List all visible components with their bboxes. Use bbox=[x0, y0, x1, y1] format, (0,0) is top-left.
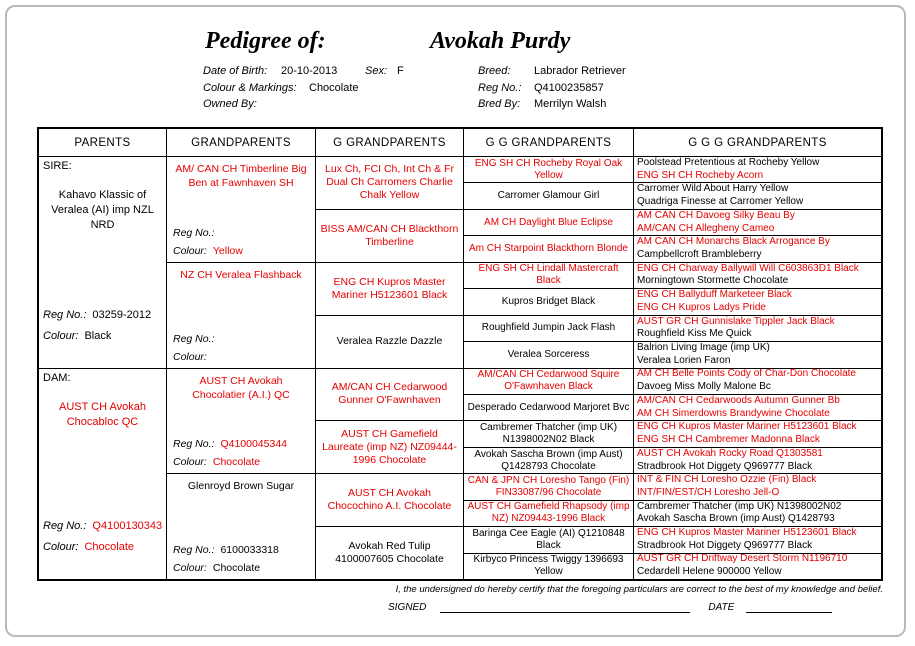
g-grandparent-cell: ENG CH Kupros Master Mariner H5123601 Black bbox=[316, 263, 463, 316]
owned-by-label: Owned By: bbox=[203, 98, 257, 110]
ggg-grandparent-cell bbox=[634, 316, 881, 342]
gg-grandparent-cell: Baringa Cee Eagle (AI) Q1210848 Black bbox=[464, 527, 633, 553]
colour-label: Colour: bbox=[43, 329, 79, 342]
reg-label: Reg No.: bbox=[173, 226, 215, 239]
grandparent-cell bbox=[167, 157, 315, 263]
ggg-grandparent-cell bbox=[634, 342, 881, 368]
ggg-grandparent-cell bbox=[634, 210, 881, 236]
sire-role-label: SIRE: bbox=[43, 160, 72, 172]
dam-meta bbox=[39, 511, 166, 553]
ancestor-name: Quadriga Finesse at Carromer Yellow bbox=[637, 196, 804, 208]
sex-label: Sex: bbox=[365, 65, 388, 77]
g-grandparent-cell: BISS AM/CAN CH Blackthorn Timberline bbox=[316, 210, 463, 263]
grandparent-reg-value: 6100033318 bbox=[220, 544, 279, 556]
ancestor-name: AM/CAN CH Allegheny Cameo bbox=[637, 222, 775, 234]
certification-statement: I, the undersigned do hereby certify that the foregoing particulars are correct to the best of my knowledge and belief. bbox=[395, 584, 883, 595]
dam-cell bbox=[39, 369, 166, 580]
colour-markings-value: Chocolate bbox=[309, 82, 359, 94]
grandparent-cell bbox=[167, 474, 315, 579]
g-grandparent-cell: Lux Ch, FCI Ch, Int Ch & Fr Dual Ch Carromers Charlie Chalk Yellow bbox=[316, 157, 463, 210]
ggg-grandparents-column bbox=[634, 157, 881, 579]
gg-grandparent-cell: Am CH Starpoint Blackthorn Blonde bbox=[464, 236, 633, 262]
ggg-grandparent-cell bbox=[634, 369, 881, 395]
signature-row bbox=[388, 600, 832, 613]
grandparent-name: AM/ CAN CH Timberline Big Ben at Fawnhaven SH bbox=[175, 163, 307, 189]
grandparent-colour-value: Yellow bbox=[212, 244, 243, 257]
ggg-grandparent-cell bbox=[634, 554, 881, 579]
ancestor-name: INT & FIN CH Loresho Ozzie (Fin) Black bbox=[637, 474, 817, 486]
dam-role-label: DAM: bbox=[43, 371, 71, 384]
ancestor-name: Stradbrook Hot Diggety Q969777 Black bbox=[637, 460, 813, 472]
gg-grandparent-cell: AM CH Daylight Blue Eclipse bbox=[464, 210, 633, 236]
header-parents: PARENTS bbox=[39, 129, 167, 156]
grandparent-name: Glenroyd Brown Sugar bbox=[187, 480, 295, 493]
reg-no-label: Reg No.: bbox=[478, 82, 522, 94]
dob-value: 20-10-2013 bbox=[281, 65, 338, 77]
reg-label: Reg No.: bbox=[43, 520, 87, 532]
gg-grandparent-cell: Veralea Sorceress bbox=[464, 342, 633, 368]
reg-label: Reg No.: bbox=[173, 544, 215, 556]
grandparent-name: AUST CH Avokah Chocolatier (A.I.) QC bbox=[192, 374, 290, 401]
date-label: DATE bbox=[708, 602, 735, 613]
ancestor-name: AM CAN CH Davoeg Silky Beau By bbox=[637, 209, 795, 221]
grandparent-name: NZ CH Veralea Flashback bbox=[180, 268, 302, 281]
ancestor-name: ENG CH Kupros Master Mariner H5123601 Black bbox=[637, 421, 857, 433]
date-line bbox=[746, 600, 832, 613]
header-ggg-grandparents: G G G GRANDPARENTS bbox=[688, 136, 827, 149]
signed-label: SIGNED bbox=[388, 602, 427, 613]
ancestor-name: Stradbrook Hot Diggety Q969777 Black bbox=[637, 539, 813, 551]
grandparent-reg-value: Q4100045344 bbox=[220, 438, 288, 451]
g-grandparent-cell: AM/CAN CH Cedarwood Gunner O'Fawnhaven bbox=[316, 369, 463, 422]
gg-grandparent-cell: ENG SH CH Rocheby Royal Oak Yellow bbox=[464, 157, 633, 183]
dam-reg-value: Q4100130343 bbox=[92, 520, 163, 532]
grandparent-cell bbox=[167, 369, 315, 475]
ancestor-name: Veralea Lorien Faron bbox=[637, 354, 731, 366]
grandparent-meta bbox=[167, 221, 315, 257]
ancestor-name: ENG CH Kupros Master Mariner H5123601 Black bbox=[637, 527, 857, 539]
ancestor-name: Davoeg Miss Molly Malone Bc bbox=[637, 381, 771, 393]
grandparent-cell bbox=[167, 263, 315, 369]
gg-grandparent-cell: Avokah Sascha Brown (imp Aust) Q1428793 Chocolate bbox=[464, 448, 633, 474]
g-grandparents-column bbox=[316, 157, 464, 579]
ancestor-name: AUST CH Avokah Rocky Road Q1303581 bbox=[637, 447, 823, 459]
dog-name: Avokah Purdy bbox=[430, 28, 571, 54]
gg-grandparent-cell: CAN & JPN CH Loresho Tango (Fin) FIN33087/96 Chocolate bbox=[464, 474, 633, 500]
ggg-grandparent-cell bbox=[634, 289, 881, 315]
gg-grandparent-cell: Desperado Cedarwood Marjoret Bvc bbox=[464, 395, 633, 421]
breed-label: Breed: bbox=[478, 65, 511, 77]
ancestor-name: AUST GR CH Driftway Desert Storm N1196710 bbox=[637, 553, 848, 565]
gg-grandparent-cell: ENG SH CH Lindall Mastercraft Black bbox=[464, 263, 633, 289]
dam-reg-line bbox=[43, 520, 166, 532]
pedigree-title-label: Pedigree of: bbox=[205, 28, 326, 54]
sire-reg-line bbox=[43, 309, 166, 321]
gg-grandparent-cell: AM/CAN CH Cedarwood Squire O'Fawnhaven Black bbox=[464, 369, 633, 395]
dam-colour-value: Chocolate bbox=[84, 541, 135, 553]
gg-grandparents-column bbox=[464, 157, 634, 579]
header-g-grandparents: G GRANDPARENTS bbox=[316, 129, 464, 156]
header-grandparents: GRANDPARENTS bbox=[167, 129, 316, 156]
ancestor-name: ENG CH Charway Ballywill Will C603863D1 Black bbox=[637, 262, 859, 274]
gg-grandparent-cell: Carromer Glamour Girl bbox=[464, 183, 633, 209]
ancestor-name: AM CAN CH Monarchs Black Arrogance By bbox=[637, 236, 830, 248]
ancestor-name: Avokah Sascha Brown (imp Aust) Q1428793 bbox=[637, 513, 835, 525]
ancestor-name: AM CH Simerdowns Brandywine Chocolate bbox=[637, 407, 830, 419]
gg-grandparent-cell: Kupros Bridget Black bbox=[464, 289, 633, 315]
reg-label: Reg No.: bbox=[173, 438, 215, 451]
table-body bbox=[39, 157, 881, 579]
grandparent-meta bbox=[167, 432, 315, 468]
ancestor-name: Roughfield Kiss Me Quick bbox=[637, 328, 752, 340]
ggg-grandparent-cell bbox=[634, 421, 881, 447]
ancestor-name: ENG CH Kupros Ladys Pride bbox=[637, 301, 766, 313]
sire-name: Kahavo Klassic of Veralea (AI) imp NZL NRD bbox=[51, 189, 154, 231]
colour-label: Colour: bbox=[173, 562, 207, 574]
reg-no-value: Q4100235857 bbox=[534, 82, 604, 94]
ggg-grandparent-cell bbox=[634, 263, 881, 289]
grandparent-meta bbox=[167, 327, 315, 363]
grandparent-colour-value: Chocolate bbox=[212, 456, 261, 469]
ancestor-name: Morningtown Stormette Chocolate bbox=[637, 275, 789, 287]
grandparent-colour-value: Chocolate bbox=[212, 562, 261, 574]
breed-value: Labrador Retriever bbox=[534, 65, 626, 77]
ancestor-name: Cambremer Thatcher (imp UK) N1398002N02 bbox=[637, 500, 842, 512]
colour-label: Colour: bbox=[173, 244, 207, 257]
g-grandparent-cell: Veralea Razzle Dazzle bbox=[316, 316, 463, 369]
gg-grandparent-cell: Roughfield Jumpin Jack Flash bbox=[464, 316, 633, 342]
reg-label: Reg No.: bbox=[43, 308, 87, 321]
parents-column bbox=[39, 157, 167, 579]
ggg-grandparent-cell bbox=[634, 501, 881, 527]
bred-by-value: Merrilyn Walsh bbox=[534, 98, 607, 110]
table-header-row bbox=[39, 129, 881, 157]
colour-label: Colour: bbox=[173, 456, 207, 469]
gg-grandparent-cell: Cambremer Thatcher (imp UK) N1398002N02 Black bbox=[464, 421, 633, 447]
ancestor-name: Cedardell Helene 900000 Yellow bbox=[637, 566, 782, 578]
colour-markings-label: Colour & Markings: bbox=[203, 82, 297, 94]
ggg-grandparent-cell bbox=[634, 236, 881, 262]
g-grandparent-cell: AUST CH Avokah Chocochino A.I. Chocolate bbox=[316, 474, 463, 527]
header-gg-grandparents: G G GRANDPARENTS bbox=[464, 129, 634, 156]
sire-reg-value: 03259-2012 bbox=[92, 308, 152, 321]
bred-by-label: Bred By: bbox=[478, 98, 521, 110]
ggg-grandparent-cell bbox=[634, 527, 881, 553]
ggg-grandparent-cell bbox=[634, 395, 881, 421]
grandparent-meta bbox=[167, 538, 315, 574]
colour-label: Colour: bbox=[43, 541, 79, 553]
dam-colour-line bbox=[43, 541, 166, 553]
pedigree-table bbox=[37, 127, 883, 581]
grandparents-column bbox=[167, 157, 316, 579]
g-grandparent-cell: AUST CH Gamefield Laureate (imp NZ) NZ09444-1996 Chocolate bbox=[316, 421, 463, 474]
ancestor-name: ENG SH CH Cambremer Madonna Black bbox=[637, 434, 820, 446]
reg-label: Reg No.: bbox=[173, 332, 215, 345]
ancestor-name: Poolstead Pretentious at Rocheby Yellow bbox=[637, 157, 820, 168]
ancestor-name: Campbellcroft Brambleberry bbox=[637, 249, 762, 261]
ancestor-name: ENG CH Ballyduff Marketeer Black bbox=[637, 289, 792, 301]
gg-grandparent-cell: Kirbyco Princess Twiggy 1396693 Yellow bbox=[473, 554, 624, 578]
ggg-grandparent-cell bbox=[634, 183, 881, 209]
ancestor-name: ENG SH CH Rocheby Acorn bbox=[637, 169, 764, 181]
ancestor-name: AM/CAN CH Cedarwoods Autumn Gunner Bb bbox=[637, 394, 840, 406]
signature-line bbox=[440, 600, 690, 613]
gg-grandparent-cell: AUST CH Gamefield Rhapsody (imp NZ) NZ09443-1996 Black bbox=[464, 501, 633, 527]
colour-label: Colour: bbox=[173, 350, 207, 363]
ggg-grandparent-cell bbox=[634, 474, 881, 500]
sire-colour-value: Black bbox=[84, 329, 112, 342]
ancestor-name: Balrion Living Image (imp UK) bbox=[637, 342, 770, 353]
ggg-grandparent-cell bbox=[634, 157, 881, 183]
g-grandparent-cell: Avokah Red Tulip 4100007605 Chocolate bbox=[335, 540, 444, 566]
ancestor-name: AUST GR CH Gunnislake Tippler Jack Black bbox=[637, 315, 835, 327]
ancestor-name: AM CH Belle Points Cody of Char-Don Chocolate bbox=[637, 368, 856, 380]
ancestor-name: Carromer Wild About Harry Yellow bbox=[637, 183, 789, 195]
sire-meta bbox=[39, 300, 166, 342]
sire-cell bbox=[39, 157, 166, 369]
ggg-grandparent-cell bbox=[634, 448, 881, 474]
sire-colour-line bbox=[43, 330, 166, 342]
ancestor-name: INT/FIN/EST/CH Loresho Jell-O bbox=[637, 486, 780, 498]
dam-name: AUST CH Avokah Chocabloc QC bbox=[58, 400, 147, 428]
sex-value: F bbox=[397, 65, 404, 77]
dob-label: Date of Birth: bbox=[203, 65, 268, 77]
